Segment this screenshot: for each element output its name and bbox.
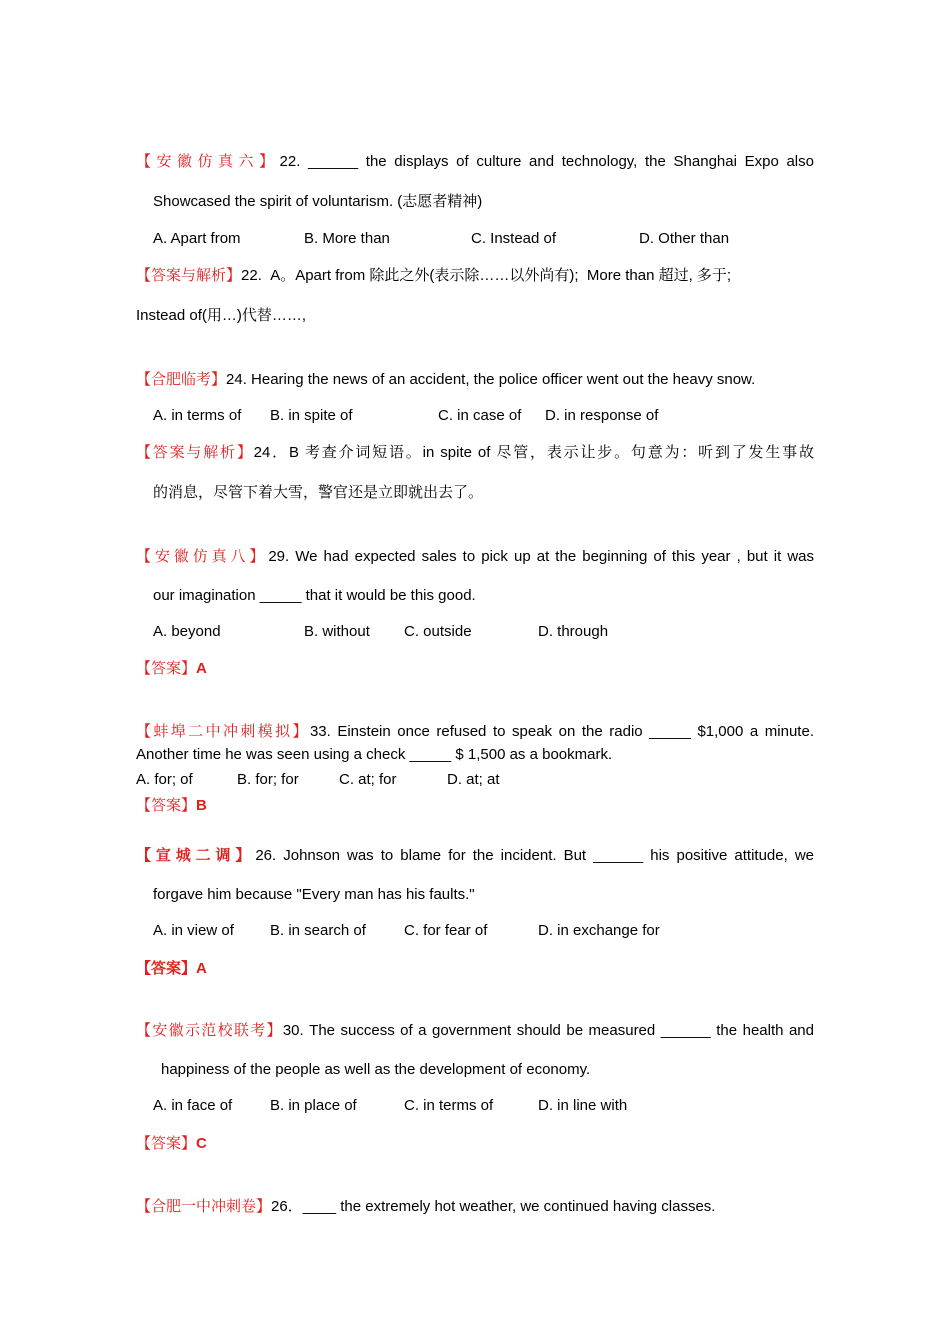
question-26a-line2: forgave him because "Every man has his faults." bbox=[153, 886, 475, 903]
option-a: A. Apart from bbox=[153, 230, 241, 247]
answer-tag: 【答案】 bbox=[136, 659, 197, 677]
answer-letter: B bbox=[196, 797, 207, 814]
source-tag: 【合肥一中冲刺卷】 bbox=[136, 1197, 272, 1215]
option-b: B. for; for bbox=[237, 771, 299, 788]
answer-letter: C bbox=[196, 1135, 207, 1152]
option-c: C. in terms of bbox=[404, 1097, 494, 1114]
option-c: C. at; for bbox=[339, 771, 397, 788]
option-b: B. in place of bbox=[270, 1097, 357, 1114]
option-d: D. in line with bbox=[538, 1097, 628, 1114]
question-stem: 26．____ the extremely hot weather, we continued having classes. bbox=[271, 1198, 716, 1215]
answer-tag: 【答案】 bbox=[136, 959, 197, 977]
question-29-line2: our imagination _____ that it would be this good. bbox=[153, 587, 476, 604]
answer-letter: A bbox=[196, 660, 207, 677]
question-33-line2: Another time he was seen using a check _____ $ 1,500 as a bookmark. bbox=[136, 746, 613, 763]
answer-letter: A bbox=[196, 960, 207, 977]
answer-text: 24．B 考查介词短语。in spite of 尽管，表示让步。句意为：听到了发生事故 bbox=[253, 444, 814, 461]
option-d: D. through bbox=[538, 623, 609, 640]
source-tag: 【安徽仿真八】 bbox=[136, 547, 269, 565]
option-a: A. beyond bbox=[153, 623, 221, 640]
answer-29 bbox=[136, 658, 207, 679]
source-tag: 【安徽示范校联考】 bbox=[136, 1021, 283, 1039]
answer-tag: 【答案】 bbox=[136, 796, 197, 814]
option-c: C. outside bbox=[404, 623, 472, 640]
option-b: B. More than bbox=[304, 230, 390, 247]
option-c: C. for fear of bbox=[404, 922, 488, 939]
option-a: A. in face of bbox=[153, 1097, 233, 1114]
question-29-line1 bbox=[136, 546, 814, 567]
answer-22-line1 bbox=[136, 265, 731, 286]
question-24-line1 bbox=[136, 369, 755, 390]
question-stem: 26. Johnson was to blame for the incident. But ______ his positive attitude, we bbox=[255, 847, 814, 864]
question-22-line2: Showcased the spirit of voluntarism. (志愿者精神) bbox=[153, 193, 483, 210]
answer-text: 22. A。Apart from 除此之外(表示除……以外尚有); More than 超过, 多于; bbox=[241, 267, 732, 284]
answer-24-line2: 的消息，尽管下着大雪，警官还是立即就出去了。 bbox=[153, 484, 484, 501]
answer-33 bbox=[136, 795, 207, 816]
answer-26a bbox=[136, 958, 207, 979]
question-33-line1 bbox=[136, 721, 814, 742]
option-b: B. in search of bbox=[270, 922, 366, 939]
source-tag: 【宣城二调】 bbox=[136, 846, 256, 864]
option-a: A. for; of bbox=[136, 771, 193, 788]
question-26a-line1 bbox=[136, 845, 814, 866]
option-a: A. in view of bbox=[153, 922, 234, 939]
option-a: A. in terms of bbox=[153, 407, 242, 424]
option-d: D. in response of bbox=[545, 407, 659, 424]
source-tag: 【蚌埠二中冲刺模拟】 bbox=[136, 722, 310, 740]
answer-24-line1 bbox=[136, 442, 814, 463]
question-30-line2: happiness of the people as well as the development of economy. bbox=[161, 1061, 591, 1078]
option-d: D. in exchange for bbox=[538, 922, 660, 939]
question-30-line1 bbox=[136, 1020, 814, 1041]
option-d: D. at; at bbox=[447, 771, 500, 788]
source-tag: 【合肥临考】 bbox=[136, 370, 227, 388]
question-stem: 33. Einstein once refused to speak on the radio _____ $1,000 a minute. bbox=[309, 723, 814, 740]
answer-tag: 【答案与解析】 bbox=[136, 266, 242, 284]
answer-tag: 【答案】 bbox=[136, 1134, 197, 1152]
source-tag: 【安徽仿真六】 bbox=[136, 152, 280, 170]
question-stem: 22. ______ the displays of culture and technology, the Shanghai Expo also bbox=[279, 153, 814, 170]
answer-30 bbox=[136, 1133, 207, 1154]
option-c: C. Instead of bbox=[471, 230, 557, 247]
option-b: B. in spite of bbox=[270, 407, 353, 424]
answer-22-line2: Instead of(用…)代替……, bbox=[136, 307, 307, 324]
question-stem: 29. We had expected sales to pick up at the beginning of this year , but it was bbox=[268, 548, 814, 565]
option-b: B. without bbox=[304, 623, 370, 640]
question-26b-line1 bbox=[136, 1196, 715, 1217]
question-stem: 24. Hearing the news of an accident, the police officer went out the heavy snow. bbox=[226, 371, 756, 388]
question-stem: 30. The success of a government should be measured ______ the health and bbox=[282, 1022, 814, 1039]
question-22-line1 bbox=[136, 151, 814, 172]
answer-tag: 【答案与解析】 bbox=[136, 443, 254, 461]
option-d: D. Other than bbox=[639, 230, 730, 247]
option-c: C. in case of bbox=[438, 407, 522, 424]
